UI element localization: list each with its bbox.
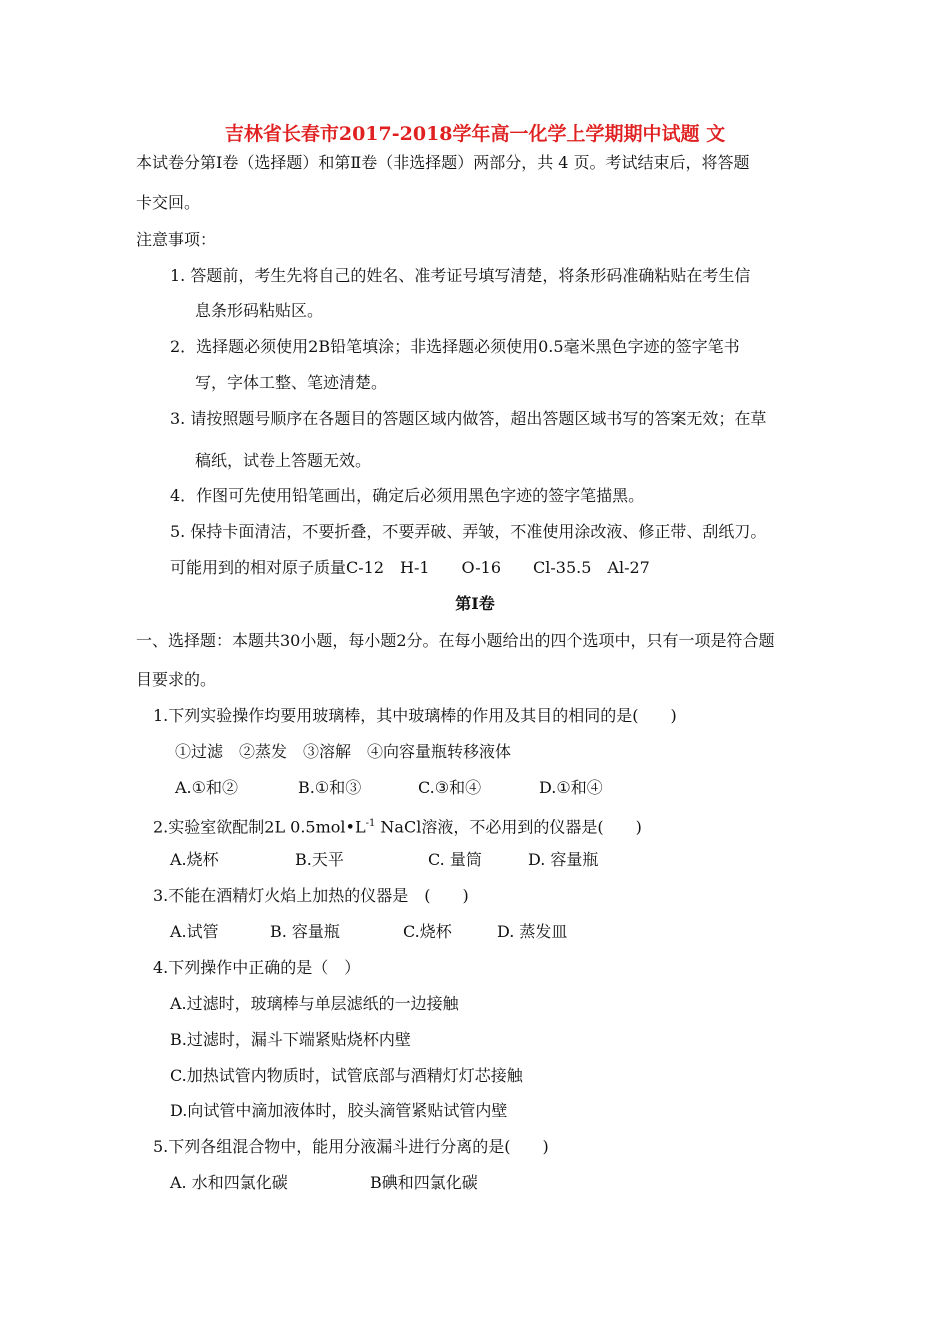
notice-item-2-cont: 写，字体工整、笔迹清楚。 [195,373,388,392]
question-1-option-b: B.①和③ [298,778,362,797]
question-1-sub: ①过滤 ②蒸发 ③溶解 ④向容量瓶转移液体 [175,742,512,761]
notice-item-3-cont: 稿纸，试卷上答题无效。 [195,451,372,470]
part1-line-2: 目要求的。 [136,670,217,689]
question-2-stem-pre: 2.实验室欲配制2L 0.5mol•L [153,817,366,837]
question-2-option-c: C. 量筒 [428,850,482,869]
question-3-stem: 3.不能在酒精灯火焰上加热的仪器是 ( ) [153,886,469,905]
question-3-option-b: B. 容量瓶 [270,922,340,941]
intro-line-2: 卡交回。 [136,193,201,212]
question-2-option-b: B.天平 [295,850,344,869]
section-title: 第Ⅰ卷 [455,594,495,613]
question-1-option-a: A.①和② [175,778,238,797]
question-1-stem: 1.下列实验操作均要用玻璃棒，其中玻璃棒的作用及其目的相同的是( ) [153,706,677,725]
notice-heading: 注意事项： [136,230,217,249]
question-4-option-d: D.向试管中滴加液体时，胶头滴管紧贴试管内壁 [170,1101,508,1120]
question-5-stem: 5.下列各组混合物中，能用分液漏斗进行分离的是( ) [153,1137,549,1156]
notice-item-5: 5. 保持卡面清洁，不要折叠，不要弄破、弄皱，不准使用涂改液、修正带、刮纸刀。 [170,522,767,541]
question-4-stem: 4.下列操作中正确的是（ ） [153,958,361,977]
question-5-option-a: A. 水和四氯化碳 [170,1173,288,1192]
part1-line-1: 一、选择题：本题共30小题，每小题2分。在每小题给出的四个选项中，只有一项是符合题 [136,631,775,650]
notice-item-3: 3. 请按照题号顺序在各题目的答题区域内做答，超出答题区域书写的答案无效；在草 [170,409,767,428]
question-4-option-a: A.过滤时，玻璃棒与单层滤纸的一边接触 [170,994,459,1013]
question-3-option-c: C.烧杯 [403,922,452,941]
question-4-option-b: B.过滤时，漏斗下端紧贴烧杯内壁 [170,1030,411,1049]
question-1-option-c: C.③和④ [418,778,482,797]
question-2-option-a: A.烧杯 [170,850,219,869]
question-2-option-d: D. 容量瓶 [528,850,599,869]
page-title: 吉林省长春市2017-2018学年高一化学上学期期中试题 文 [224,123,726,145]
notice-item-2: 2．选择题必须使用2B铅笔填涂；非选择题必须使用0.5毫米黑色字迹的签字笔书 [170,337,740,356]
question-4-option-c: C.加热试管内物质时，试管底部与酒精灯灯芯接触 [170,1066,523,1085]
question-3-option-a: A.试管 [170,922,219,941]
question-1-option-d: D.①和④ [539,778,603,797]
atomic-masses: 可能用到的相对原子质量C-12 H-1 O-16 Cl-35.5 Al-27 [170,558,650,577]
question-3-option-d: D. 蒸发皿 [497,922,568,941]
question-5-option-b: B碘和四氯化碳 [370,1173,478,1192]
notice-item-1: 1. 答题前，考生先将自己的姓名、准考证号填写清楚，将条形码准确粘贴在考生信 [170,266,751,285]
question-2-stem-post: NaCl溶液，不必用到的仪器是( ) [375,817,642,837]
question-2-stem-sup: -1 [365,818,376,829]
question-2-stem [153,814,642,837]
notice-item-4: 4．作图可先使用铅笔画出，确定后必须用黑色字迹的签字笔描黑。 [170,486,645,505]
notice-item-1-cont: 息条形码粘贴区。 [195,301,324,320]
intro-line-1: 本试卷分第Ⅰ卷（选择题）和第Ⅱ卷（非选择题）两部分，共 4 页。考试结束后，将答题 [136,153,750,172]
